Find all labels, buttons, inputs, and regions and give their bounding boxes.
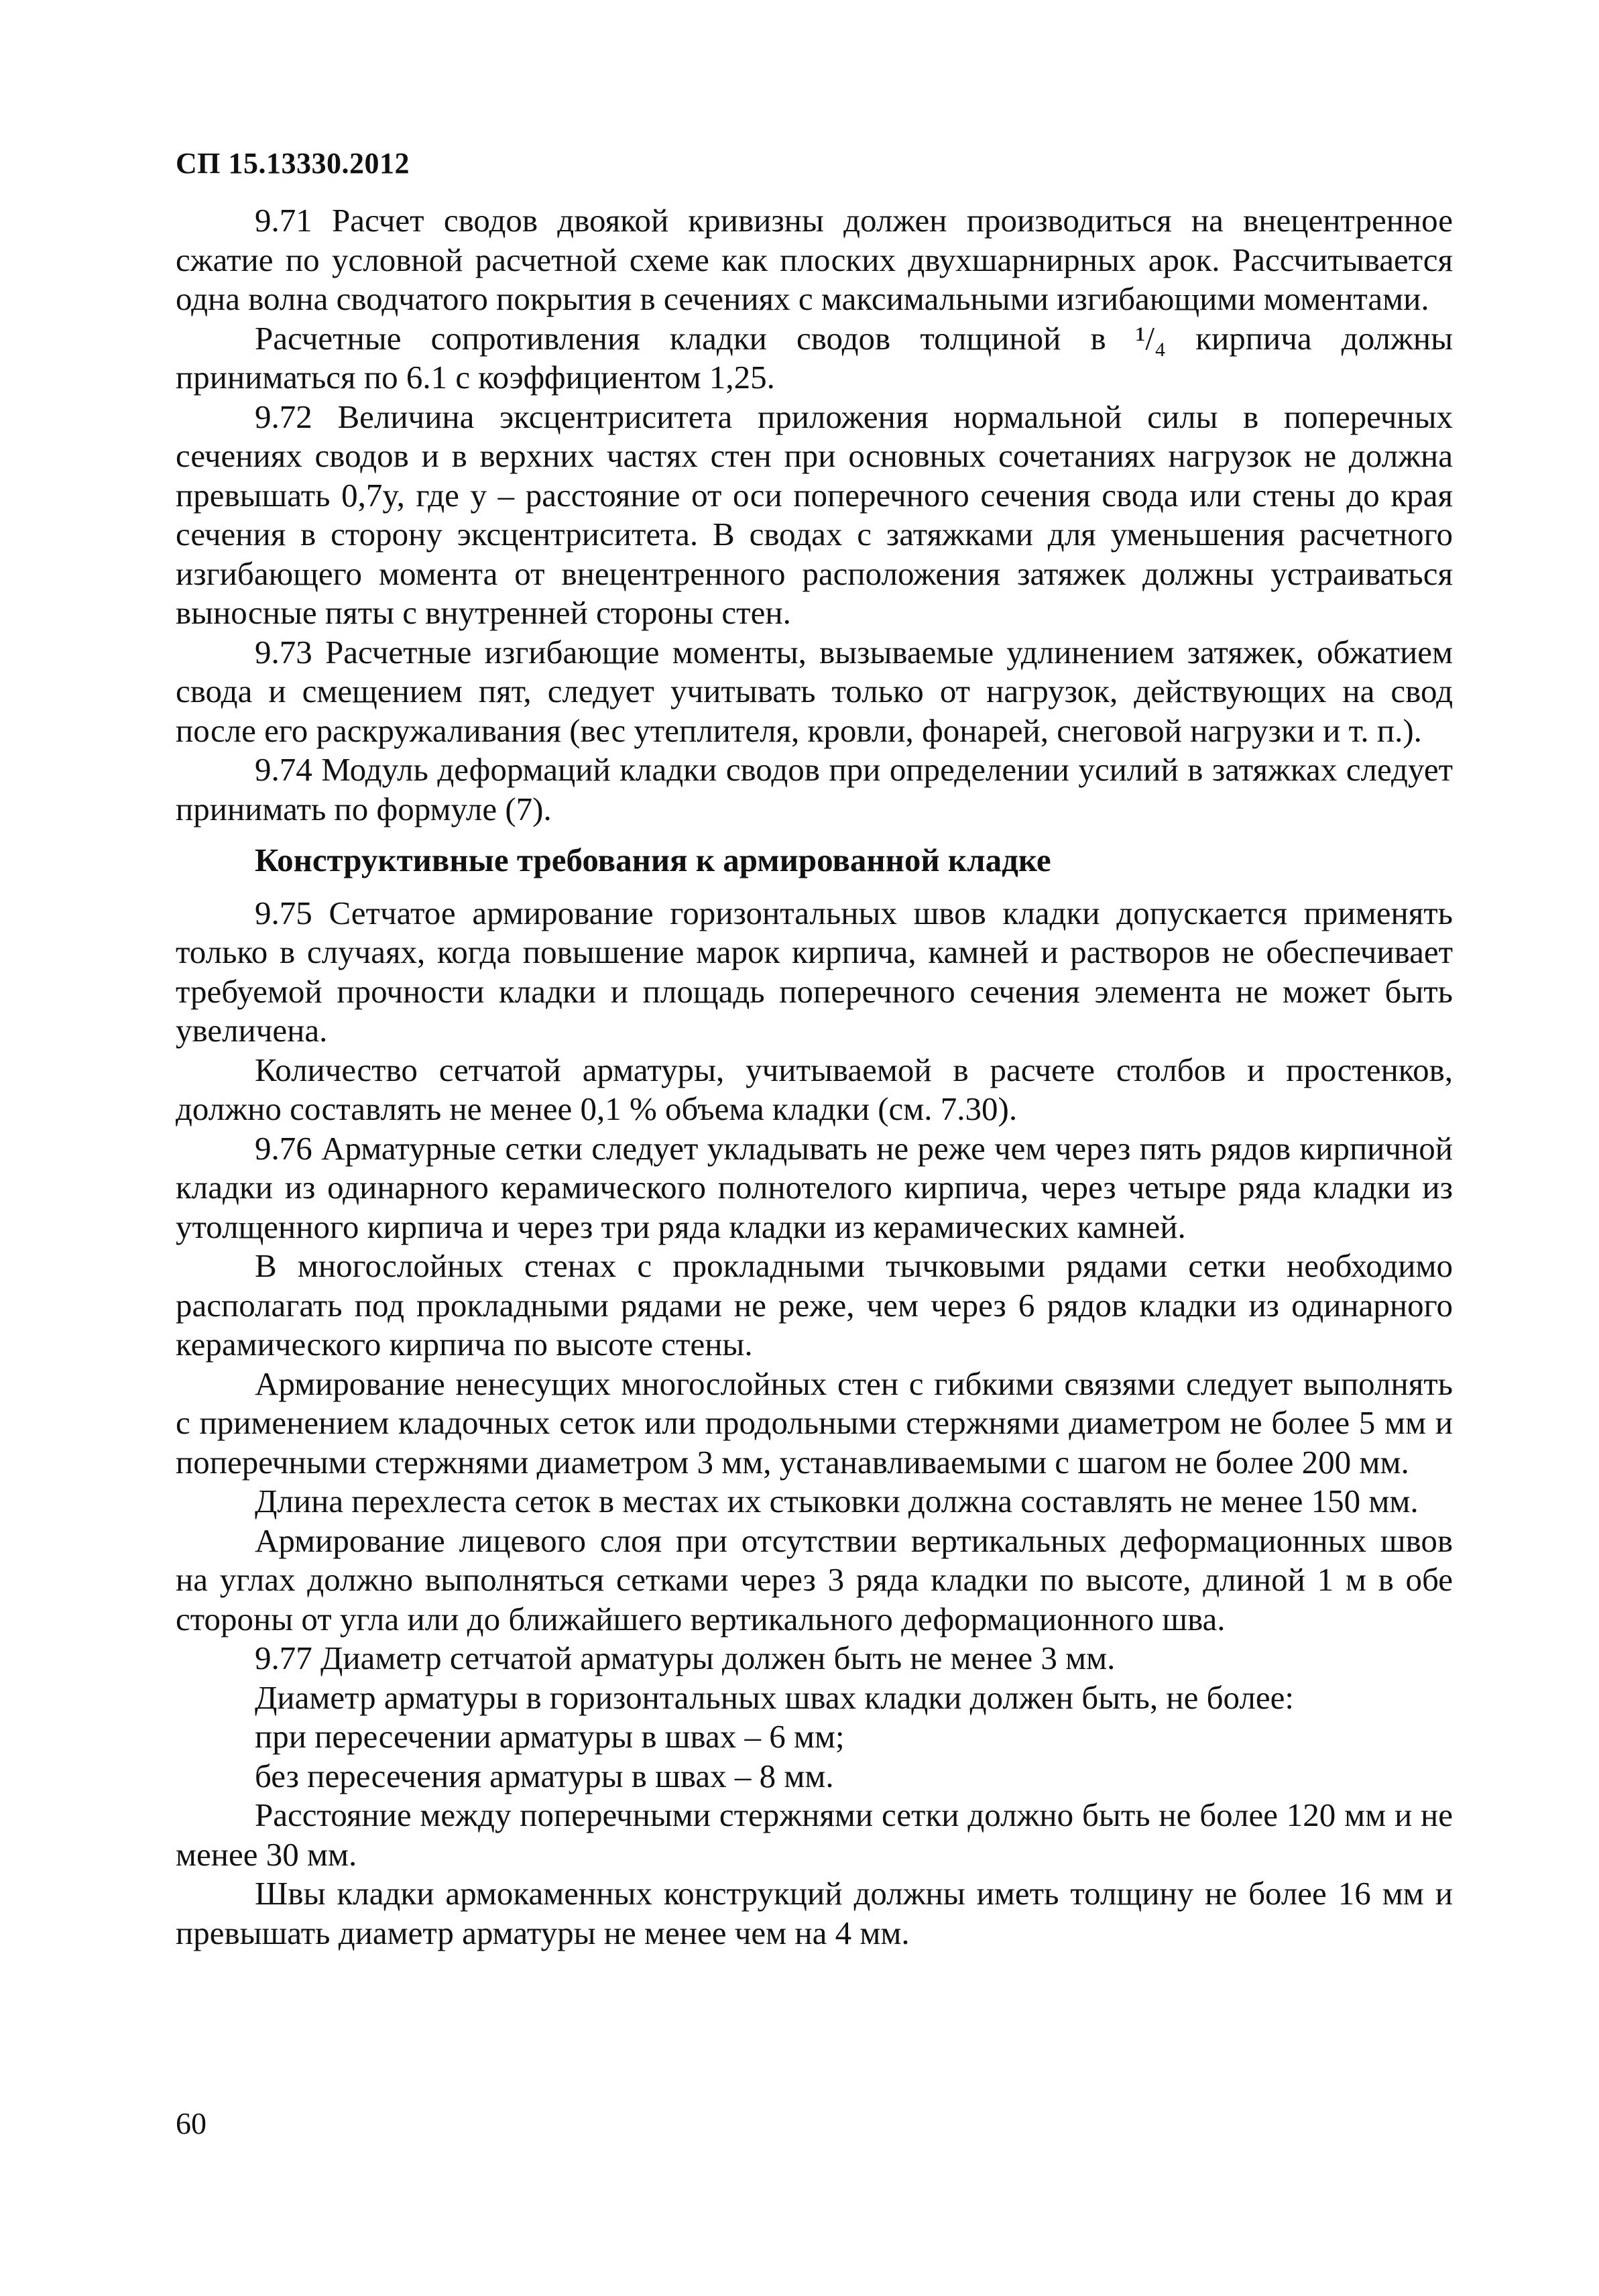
- page-number: 60: [176, 2106, 206, 2140]
- paragraph-9-76: 9.76 Арматурные сетки следует укладывать не реже чем через пять рядов кирпичной кладки из одинарного керамического полнотелого кирпича, через четыре ряда кладки из утолщенного кирпича и через три ряда кладки из керамических камней.: [176, 1129, 1453, 1245]
- paragraph-9-75: 9.75 Сетчатое армирование горизонтальных швов кладки допускается применять только в случаях, когда повышение марок кирпича, камней и растворов не обеспечивает требуемой прочности кладки и площадь поперечного сечения элемента не может быть увеличена.: [176, 894, 1453, 1049]
- paragraph-9-71-resistance: Расчетные сопротивления кладки сводов толщиной в ¹/₄ кирпича должны приниматься по 6.1 с коэффициентом 1,25.: [176, 319, 1453, 396]
- document-body: [176, 201, 1453, 1953]
- paragraph-9-76-overlap: Длина перехлеста сеток в местах их стыковки должна составлять не менее 150 мм.: [255, 1483, 1419, 1519]
- paragraph-9-77-joints: Швы кладки армокаменных конструкций должны иметь толщину не более 16 мм и превышать диаметр арматуры не менее чем на 4 мм.: [176, 1875, 1453, 1951]
- paragraph-9-75-quantity: Количество сетчатой арматуры, учитываемой в расчете столбов и простенков, должно составлять не менее 0,1 % объема кладки (см. 7.30).: [176, 1051, 1453, 1127]
- paragraph-9-77-crossing: при пересечении арматуры в швах – 6 мм;: [255, 1718, 845, 1755]
- paragraph-9-77-spacing: Расстояние между поперечными стержнями сетки должно быть не более 120 мм и не менее 30 мм.: [176, 1796, 1453, 1873]
- paragraph-9-74: 9.74 Модуль деформаций кладки сводов при определении усилий в затяжках следует принимать по формуле (7).: [176, 751, 1453, 827]
- document-code-header: СП 15.13330.2012: [176, 147, 410, 180]
- paragraph-9-77-no-crossing: без пересечения арматуры в швах – 8 мм.: [255, 1757, 834, 1794]
- paragraph-9-72: 9.72 Величина эксцентриситета приложения нормальной силы в поперечных сечениях сводов и в верхних частях стен при основных сочетаниях нагрузок не должна превышать 0,7y, где y – расстояние от оси поперечного сечения свода или стены до края сечения в сторону эксцентриситета. В сводах с затяжками для уменьшения расчетного изгибающего момента от внецентренного расположения затяжек должны устраиваться выносные пяты с внутренней стороны стен.: [176, 398, 1453, 631]
- paragraph-9-76-facing: Армирование лицевого слоя при отсутствии вертикальных деформационных швов на углах должно выполняться сетками через 3 ряда кладки по высоте, длиной 1 м в обе стороны от угла или до ближайшего вертикального деформационного шва.: [176, 1522, 1453, 1638]
- paragraph-9-76-nonbearing: Армирование ненесущих многослойных стен с гибкими связями следует выполнять с применением кладочных сеток или продольными стержнями диаметром не более 5 мм и поперечными стержнями диаметром 3 мм, устанавливаемыми с шагом не более 200 мм.: [176, 1365, 1453, 1481]
- paragraph-9-77-diameter: Диаметр арматуры в горизонтальных швах кладки должен быть, не более:: [255, 1678, 1294, 1716]
- paragraph-9-76-multilayer: В многослойных стенах с прокладными тычковыми рядами сетки необходимо располагать под прокладными рядами не реже, чем через 6 рядов кладки из одинарного керамического кирпича по высоте стены.: [176, 1247, 1453, 1363]
- paragraph-9-77: 9.77 Диаметр сетчатой арматуры должен быть не менее 3 мм.: [255, 1640, 1116, 1676]
- paragraph-9-71: 9.71 Расчет сводов двоякой кривизны должен производиться на внецентренное сжатие по условной расчетной схеме как плоских двухшарнирных арок. Рассчитывается одна волна сводчатого покрытия в сечениях с максимальными изгибающими моментами.: [176, 202, 1453, 317]
- section-heading: Конструктивные требования к армированной кладке: [255, 842, 1051, 878]
- paragraph-9-73: 9.73 Расчетные изгибающие моменты, вызываемые удлинением затяжек, обжатием свода и смещением пят, следует учитывать только от нагрузок, действующих на свод после его раскружаливания (вес утеплителя, кровли, фонарей, снеговой нагрузки и т. п.).: [176, 633, 1453, 749]
